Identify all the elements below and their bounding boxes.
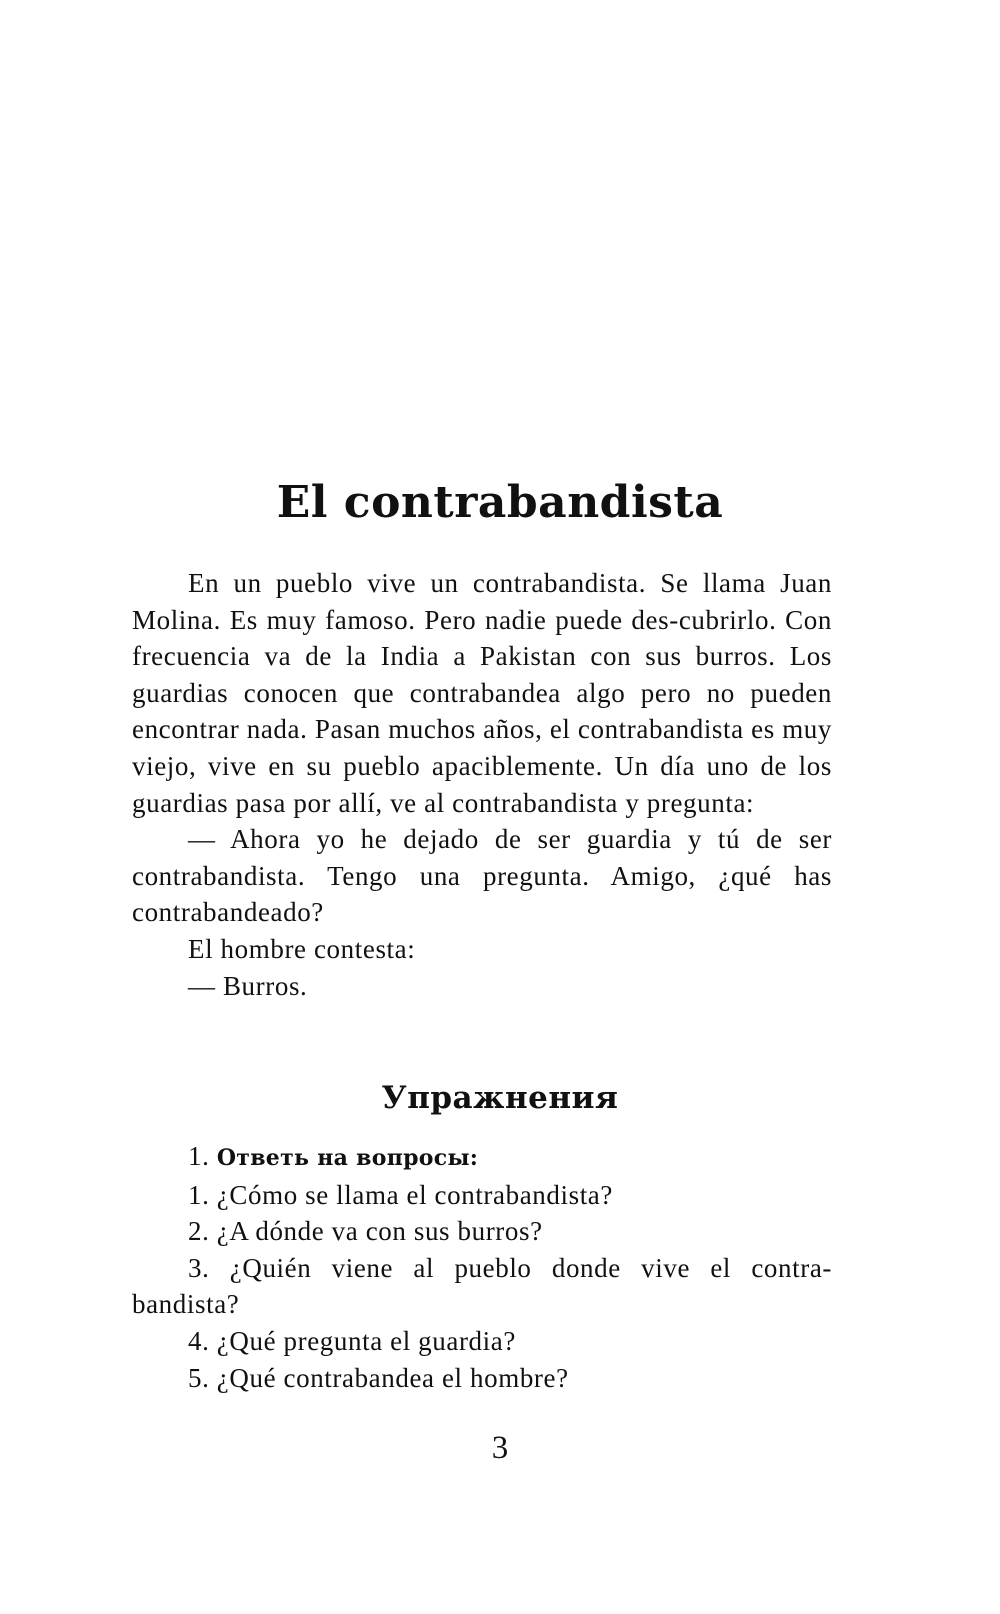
story-paragraph: — Burros. [188, 970, 308, 1001]
question-item: 5. ¿Qué contrabandea el hombre? [188, 1362, 569, 1393]
exercise-task-number: 1. [188, 1141, 210, 1171]
exercise-task [132, 1138, 832, 1177]
question-item: 3. ¿Quién viene al pueblo donde vive el contra-bandista? [132, 1252, 832, 1320]
question-item: 4. ¿Qué pregunta el guardia? [188, 1325, 516, 1356]
question-list [132, 1177, 832, 1397]
story-paragraph: El hombre contesta: [188, 933, 416, 964]
exercise-task-label: Ответь на вопросы: [216, 1145, 479, 1171]
story-paragraph: En un pueblo vive un contrabandista. Se llama Juan Molina. Es muy famoso. Pero nadie puede des-cubrirlo. Con frecuencia va de la India a Pakistan con sus burros. Los guardias conocen que contrabandea algo pero no pueden encontrar nada. Pasan muchos años, el contrabandista es muy viejo, vive en su pueblo apaciblemente. Un día uno de los guardias pasa por allí, ve al contrabandista y pregunta: [132, 568, 832, 818]
story-paragraph: — Ahora yo he dejado de ser guardia y tú de ser contrabandista. Tengo una pregunta. Amigo, ¿qué has contrabandeado? [132, 824, 832, 928]
question-item: 1. ¿Cómo se llama el contrabandista? [188, 1179, 613, 1210]
question-item: 2. ¿A dónde va con sus burros? [188, 1216, 543, 1247]
exercises-heading: Упражнения [381, 1080, 619, 1116]
exercises-block [132, 1138, 832, 1396]
page-number: 3 [491, 1430, 509, 1466]
story-title: El contrabandista [276, 477, 724, 528]
story-text [132, 565, 832, 1004]
